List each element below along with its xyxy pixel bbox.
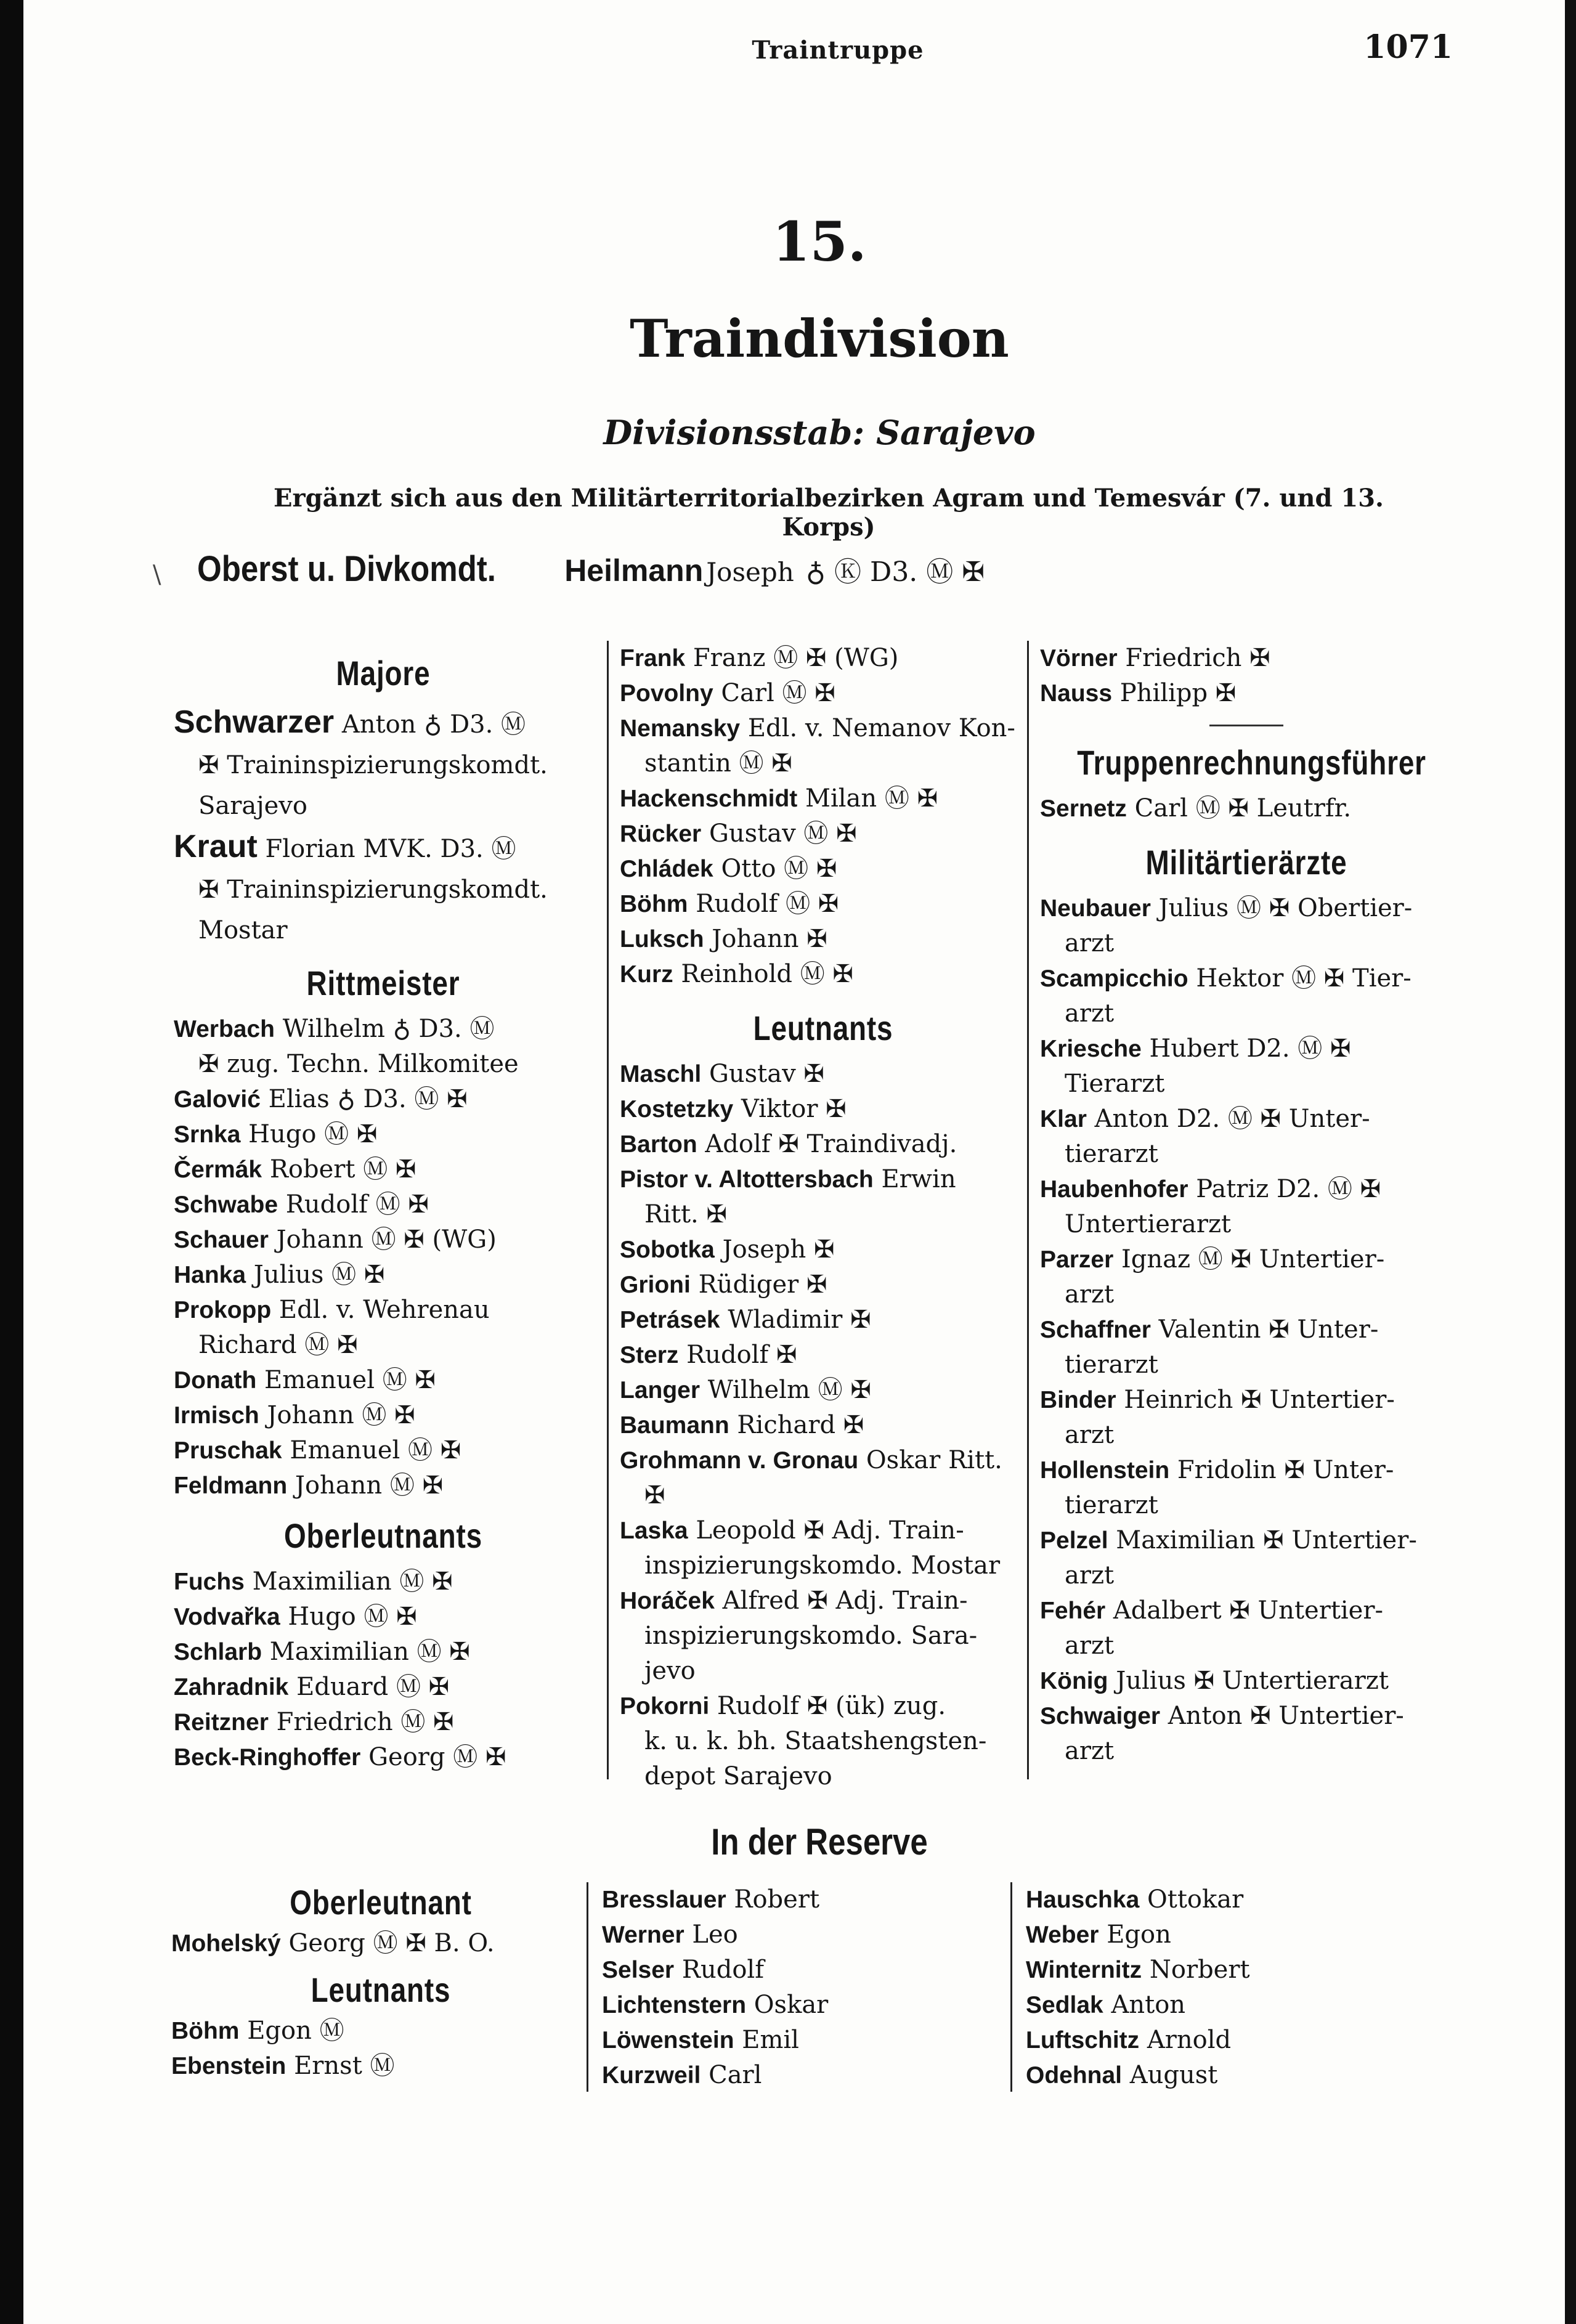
- list-entry: [171, 1926, 590, 1961]
- page-title: Traindivision: [630, 308, 1009, 369]
- entry-details: Rudolf Ⓜ ✠: [696, 890, 839, 918]
- list-entry: [174, 1363, 593, 1398]
- list-entry: [602, 1917, 1002, 1952]
- entry-surname: Baumann: [620, 1412, 729, 1439]
- entry-surname: Scampicchio: [1040, 965, 1188, 992]
- list-entry: [620, 1302, 1026, 1338]
- entry-details: Florian MVK. D3. Ⓜ: [265, 835, 516, 863]
- list-entry: [620, 711, 1026, 781]
- entry-details: Heinrich ✠ Untertier-: [1124, 1386, 1395, 1414]
- entry-details: Rudolf ✠ (ük) zug.: [717, 1692, 946, 1720]
- list-entry: [620, 1092, 1026, 1127]
- entry-surname: Luksch: [620, 926, 704, 953]
- entry-details: Egon: [1107, 1920, 1171, 1949]
- entry-details: Ottokar: [1147, 1885, 1244, 1914]
- entry-surname: Klar: [1040, 1106, 1087, 1132]
- entry-surname: Prokopp: [174, 1297, 272, 1323]
- entry-details: Rüdiger ✠: [698, 1270, 827, 1299]
- entry-surname: Mohelský: [171, 1930, 281, 1957]
- entry-continuation: ✠ Traininspizierungskomdt.: [198, 751, 548, 779]
- entry-continuation: ✠ Traininspizierungskomdt.: [198, 876, 548, 904]
- entry-surname: Zahradnik: [174, 1674, 289, 1700]
- list-entry: [1040, 1453, 1453, 1523]
- entry-surname: Pistor v. Altottersbach: [620, 1166, 874, 1193]
- list-entry: [174, 1398, 593, 1433]
- section-heading-truppenrechnungsfuehrer: Truppenrechnungsführer: [1077, 743, 1426, 782]
- chapter-number: 15.: [772, 209, 867, 274]
- entry-surname: Fuchs: [174, 1569, 245, 1595]
- entry-details: Leo: [692, 1920, 738, 1949]
- list-entry: [174, 1222, 593, 1257]
- entry-details: Viktor ✠: [741, 1095, 847, 1123]
- list-entry: [620, 1583, 1026, 1689]
- entry-details: Norbert: [1149, 1956, 1250, 1984]
- section-heading-rittmeister: Rittmeister: [306, 964, 460, 1002]
- entry-surname: Vodvařka: [174, 1604, 280, 1630]
- entry-details: Valentin ✠ Unter-: [1158, 1315, 1379, 1344]
- entry-surname: Čermák: [174, 1156, 262, 1183]
- list-leutnants-continued: [1040, 641, 1453, 711]
- entry-continuation: jevo: [644, 1657, 696, 1685]
- list-reserve-oberleutnant: [171, 1926, 590, 1961]
- list-entry: [174, 1670, 593, 1705]
- entry-surname: Rücker: [620, 821, 702, 847]
- section-heading-reserve-oberleutnant: Oberleutnant: [290, 1883, 472, 1922]
- division-commander: [197, 548, 985, 590]
- entry-surname: Werbach: [174, 1016, 275, 1042]
- entry-surname: Horáček: [620, 1588, 715, 1614]
- list-entry: [174, 1599, 593, 1635]
- list-entry: [602, 2058, 1002, 2093]
- entry-surname: Grohmann v. Gronau: [620, 1447, 859, 1474]
- section-heading-reserve-leutnants: Leutnants: [311, 1970, 451, 2009]
- entry-continuation: depot Sarajevo: [644, 1762, 832, 1790]
- entry-continuation: arzt: [1065, 1421, 1115, 1449]
- list-entry: [1040, 961, 1453, 1031]
- page-number: 1071: [1363, 28, 1453, 66]
- list-entry: [1040, 891, 1453, 961]
- entry-details: Elias ♁ D3. Ⓜ ✠: [268, 1085, 468, 1113]
- entry-continuation: Sarajevo: [198, 792, 307, 820]
- entry-surname: Schauer: [174, 1227, 269, 1253]
- entry-details: Julius Ⓜ ✠ Obertier-: [1158, 894, 1413, 922]
- entry-details: August: [1129, 2061, 1218, 2089]
- list-entry: [174, 826, 593, 951]
- entry-details: Otto Ⓜ ✠: [721, 855, 837, 883]
- entry-surname: Selser: [602, 1957, 675, 1983]
- list-reserve-2: [602, 1882, 1002, 2093]
- entry-details: Maximilian ✠ Untertier-: [1116, 1526, 1417, 1554]
- list-entry: [602, 2023, 1002, 2058]
- entry-details: Eduard Ⓜ ✠: [296, 1673, 450, 1701]
- entry-surname: Pelzel: [1040, 1527, 1108, 1554]
- entry-details: Joseph ✠: [722, 1235, 835, 1264]
- entry-details: Oskar Ritt.: [866, 1446, 1002, 1474]
- commander-rank: Oberst u. Divkomdt.: [197, 549, 496, 589]
- list-entry: [174, 1635, 593, 1670]
- list-majore: [174, 702, 593, 951]
- entry-continuation: stantin Ⓜ ✠: [644, 749, 792, 778]
- reserve-column-3: [1010, 1882, 1432, 2092]
- entry-surname: Frank: [620, 645, 686, 672]
- list-entry: [620, 1513, 1026, 1583]
- list-militaertieraerzte: [1040, 891, 1453, 1769]
- entry-surname: Böhm: [171, 2018, 240, 2044]
- list-entry: [171, 2049, 590, 2084]
- list-entry: [174, 1012, 593, 1082]
- entry-surname: Pruschak: [174, 1437, 282, 1464]
- list-entry: [620, 1373, 1026, 1408]
- list-reserve-3: [1026, 1882, 1432, 2093]
- list-entry: [1026, 1988, 1432, 2023]
- section-heading-reserve: In der Reserve: [711, 1821, 928, 1863]
- entry-surname: Donath: [174, 1367, 257, 1394]
- divider: [1209, 725, 1283, 726]
- list-entry: [1026, 1952, 1432, 1988]
- entry-surname: Srnka: [174, 1121, 241, 1148]
- column-2: [607, 641, 1026, 1790]
- running-header: Traintruppe: [752, 36, 924, 65]
- entry-details: Robert Ⓜ ✠: [269, 1155, 416, 1184]
- column-3: [1027, 641, 1453, 1779]
- reserve-column-2: [587, 1882, 1002, 2092]
- list-entry: [620, 1057, 1026, 1092]
- list-entry: [1040, 641, 1453, 676]
- entry-surname: Reitzner: [174, 1709, 269, 1736]
- list-entry: [174, 1468, 593, 1503]
- entry-details: Rudolf: [681, 1956, 764, 1984]
- entry-continuation: inspizierungskomdo. Mostar: [644, 1551, 1001, 1580]
- entry-continuation: k. u. k. bh. Staatshengsten-: [644, 1727, 987, 1755]
- entry-surname: Maschl: [620, 1061, 702, 1087]
- entry-surname: Schaffner: [1040, 1317, 1151, 1343]
- list-reserve-leutnants: [171, 2013, 590, 2084]
- entry-details: Erwin: [881, 1165, 956, 1193]
- commander-decorations: ♁ Ⓚ D3. Ⓜ ✠: [805, 556, 985, 588]
- entry-details: Rudolf ✠: [686, 1341, 797, 1369]
- list-entry: [174, 1705, 593, 1740]
- list-entry: [174, 1564, 593, 1599]
- entry-details: Oskar: [753, 1991, 829, 2019]
- entry-details: Arnold: [1147, 2026, 1232, 2054]
- entry-surname: Beck-Ringhoffer: [174, 1744, 361, 1771]
- entry-details: Anton ♁ D3. Ⓜ: [341, 710, 526, 739]
- list-entry: [620, 1338, 1026, 1373]
- list-entry: [620, 1232, 1026, 1267]
- entry-surname: Petrásek: [620, 1307, 720, 1333]
- list-entry: [1026, 2023, 1432, 2058]
- entry-details: Ernst Ⓜ: [294, 2052, 395, 2080]
- list-entry: [620, 1267, 1026, 1302]
- list-rittmeister: [174, 1012, 593, 1503]
- entry-surname: Grioni: [620, 1272, 691, 1298]
- entry-surname: Kraut: [174, 829, 258, 864]
- list-entry: [620, 851, 1026, 887]
- entry-surname: Löwenstein: [602, 2027, 734, 2054]
- entry-surname: Sterz: [620, 1342, 679, 1368]
- entry-details: Adalbert ✠ Untertier-: [1113, 1596, 1383, 1625]
- entry-surname: Winternitz: [1026, 1957, 1142, 1983]
- list-entry: [174, 1433, 593, 1468]
- entry-surname: Weber: [1026, 1922, 1099, 1948]
- entry-surname: Nemansky: [620, 715, 741, 742]
- entry-surname: Parzer: [1040, 1246, 1114, 1273]
- entry-details: Emanuel Ⓜ ✠: [264, 1366, 436, 1394]
- section-heading-majore: Majore: [336, 654, 431, 693]
- entry-surname: Sernetz: [1040, 795, 1127, 822]
- entry-surname: Hackenschmidt: [620, 786, 798, 812]
- entry-surname: Nauss: [1040, 680, 1113, 707]
- list-oberleutnants: [174, 1564, 593, 1775]
- list-entry: [1040, 1031, 1453, 1102]
- list-entry: [174, 1152, 593, 1187]
- entry-details: Philipp ✠: [1119, 679, 1237, 707]
- list-entry: [620, 1162, 1026, 1232]
- entry-details: Wilhelm Ⓜ ✠: [707, 1376, 871, 1404]
- entry-surname: Fehér: [1040, 1598, 1106, 1624]
- entry-details: Georg Ⓜ ✠: [368, 1743, 506, 1771]
- commander-surname: Heilmann: [564, 553, 704, 588]
- scan-border-right: [1565, 0, 1576, 2324]
- list-entry: [602, 1952, 1002, 1988]
- entry-details: Anton D2. Ⓜ ✠ Unter-: [1094, 1105, 1370, 1133]
- entry-continuation: ✠: [644, 1481, 665, 1509]
- entry-surname: Schwaiger: [1040, 1703, 1161, 1729]
- entry-continuation: Richard Ⓜ ✠: [198, 1331, 358, 1359]
- entry-details: Gustav ✠: [709, 1060, 824, 1088]
- list-oberleutnants-continued: [620, 641, 1026, 992]
- entry-details: Leopold ✠ Adj. Train-: [696, 1516, 964, 1545]
- entry-continuation: arzt: [1065, 929, 1115, 957]
- entry-surname: Barton: [620, 1131, 697, 1158]
- list-entry: [174, 1117, 593, 1152]
- margin-mark: \: [153, 561, 161, 589]
- entry-surname: Kurzweil: [602, 2062, 701, 2089]
- list-entry: [1040, 1383, 1453, 1453]
- entry-continuation: tierarzt: [1065, 1491, 1158, 1519]
- entry-details: Maximilian Ⓜ ✠: [252, 1567, 453, 1596]
- entry-details: Fridolin ✠ Unter-: [1177, 1456, 1394, 1484]
- supplement-note: Ergänzt sich aus den Militärterritorialbezirken Agram und Temesvár (7. und 13. Korps): [274, 484, 1384, 542]
- list-entry: [174, 1740, 593, 1775]
- entry-details: Carl Ⓜ ✠: [721, 679, 835, 707]
- list-entry: [620, 1408, 1026, 1443]
- entry-surname: Galović: [174, 1086, 261, 1113]
- column-1: [174, 641, 593, 1775]
- entry-surname: Pokorni: [620, 1693, 710, 1720]
- list-entry: [174, 1082, 593, 1117]
- entry-details: Anton ✠ Untertier-: [1168, 1702, 1404, 1730]
- entry-surname: Böhm: [620, 891, 688, 917]
- entry-details: Franz Ⓜ ✠ (WG): [693, 644, 899, 672]
- list-entry: [620, 816, 1026, 851]
- entry-details: Emanuel Ⓜ ✠: [290, 1436, 461, 1465]
- list-entry: [620, 957, 1026, 992]
- entry-surname: Hauschka: [1026, 1887, 1140, 1913]
- list-entry: [171, 2013, 590, 2049]
- entry-surname: Ebenstein: [171, 2053, 286, 2079]
- entry-surname: Bresslauer: [602, 1887, 726, 1913]
- list-entry: [620, 781, 1026, 816]
- section-heading-leutnants: Leutnants: [753, 1009, 893, 1047]
- entry-details: Egon Ⓜ: [247, 2017, 344, 2045]
- list-entry: [602, 1988, 1002, 2023]
- entry-details: Johann Ⓜ ✠ (WG): [276, 1225, 497, 1254]
- entry-continuation: Tierarzt: [1065, 1070, 1165, 1098]
- list-leutnants: [620, 1057, 1026, 1794]
- entry-surname: Odehnal: [1026, 2062, 1123, 2089]
- entry-continuation: arzt: [1065, 999, 1115, 1028]
- entry-surname: Vörner: [1040, 645, 1118, 672]
- entry-continuation: arzt: [1065, 1737, 1115, 1765]
- entry-details: Johann ✠: [712, 925, 827, 953]
- entry-surname: Schlarb: [174, 1639, 262, 1665]
- list-truppenrechnungsfuehrer: [1040, 791, 1453, 826]
- commander-given-name: Joseph: [706, 557, 794, 587]
- entry-continuation: tierarzt: [1065, 1140, 1158, 1168]
- entry-details: Maximilian Ⓜ ✠: [269, 1638, 470, 1666]
- entry-surname: Kurz: [620, 961, 673, 988]
- entry-details: Rudolf Ⓜ ✠: [285, 1190, 429, 1219]
- entry-details: Emil: [742, 2026, 799, 2054]
- reserve-column-1: [171, 1882, 590, 2084]
- list-entry: [1040, 791, 1453, 826]
- entry-continuation: tierarzt: [1065, 1351, 1158, 1379]
- list-entry: [1040, 1172, 1453, 1242]
- list-entry: [1040, 1102, 1453, 1172]
- entry-surname: Schwabe: [174, 1192, 278, 1218]
- entry-surname: Feldmann: [174, 1473, 288, 1499]
- entry-details: Wladimir ✠: [728, 1306, 871, 1334]
- entry-details: Anton: [1111, 1991, 1186, 2019]
- entry-details: Friedrich Ⓜ ✠: [276, 1708, 454, 1736]
- entry-details: Edl. v. Nemanov Kon-: [747, 714, 1015, 742]
- list-entry: [1040, 1593, 1453, 1664]
- entry-details: Julius ✠ Untertierarzt: [1116, 1667, 1389, 1695]
- entry-details: Hugo Ⓜ ✠: [288, 1603, 417, 1631]
- entry-details: Julius Ⓜ ✠: [253, 1261, 385, 1289]
- entry-details: Carl Ⓜ ✠ Leutrfr.: [1134, 794, 1352, 823]
- entry-details: Alfred ✠ Adj. Train-: [722, 1587, 968, 1615]
- entry-surname: Lichtenstern: [602, 1992, 747, 2018]
- entry-details: Edl. v. Wehrenau: [278, 1296, 490, 1324]
- section-heading-oberleutnants: Oberleutnants: [284, 1516, 482, 1555]
- list-entry: [1040, 1312, 1453, 1383]
- entry-surname: Hollenstein: [1040, 1457, 1170, 1484]
- entry-details: Reinhold Ⓜ ✠: [681, 960, 853, 988]
- entry-continuation: ✠ zug. Techn. Milkomitee: [198, 1050, 519, 1078]
- scan-border-left: [0, 0, 23, 2324]
- entry-surname: Sobotka: [620, 1237, 715, 1263]
- entry-surname: Hanka: [174, 1262, 246, 1288]
- entry-surname: König: [1040, 1668, 1108, 1694]
- entry-continuation: Ritt. ✠: [644, 1200, 728, 1229]
- list-entry: [1026, 1917, 1432, 1952]
- entry-surname: Binder: [1040, 1387, 1116, 1413]
- entry-details: Patriz D2. Ⓜ ✠: [1196, 1175, 1381, 1203]
- list-entry: [620, 1127, 1026, 1162]
- entry-details: Georg Ⓜ ✠ B. O.: [288, 1929, 495, 1957]
- entry-continuation: arzt: [1065, 1561, 1115, 1590]
- list-entry: [174, 1187, 593, 1222]
- entry-details: Ignaz Ⓜ ✠ Untertier-: [1121, 1245, 1385, 1274]
- entry-surname: Neubauer: [1040, 895, 1151, 922]
- list-entry: [620, 887, 1026, 922]
- list-entry: [620, 1689, 1026, 1794]
- entry-surname: Langer: [620, 1377, 701, 1404]
- entry-surname: Haubenhofer: [1040, 1176, 1188, 1203]
- entry-details: Milan Ⓜ ✠: [805, 784, 938, 813]
- entry-surname: Schwarzer: [174, 704, 335, 740]
- entry-details: Adolf ✠ Traindivadj.: [705, 1130, 957, 1158]
- entry-continuation: arzt: [1065, 1280, 1115, 1309]
- list-entry: [1040, 1523, 1453, 1593]
- entry-surname: Povolny: [620, 680, 713, 707]
- list-entry: [1026, 2058, 1432, 2093]
- list-entry: [1026, 1882, 1432, 1917]
- list-entry: [174, 702, 593, 826]
- entry-details: Friedrich ✠: [1125, 644, 1270, 672]
- entry-details: Hubert D2. Ⓜ ✠: [1149, 1034, 1351, 1063]
- entry-continuation: Untertierarzt: [1065, 1210, 1232, 1238]
- entry-details: Johann Ⓜ ✠: [294, 1471, 444, 1500]
- entry-surname: Werner: [602, 1922, 684, 1948]
- entry-continuation: inspizierungskomdo. Sara-: [644, 1622, 978, 1650]
- list-entry: [620, 676, 1026, 711]
- entry-surname: Laska: [620, 1518, 688, 1544]
- list-entry: [602, 1882, 1002, 1917]
- entry-details: Robert: [734, 1885, 820, 1914]
- section-heading-militaertieraerzte: Militärtierärzte: [1145, 843, 1347, 882]
- entry-details: Hektor Ⓜ ✠ Tier-: [1196, 964, 1411, 993]
- entry-details: Richard ✠: [737, 1411, 864, 1439]
- list-entry: [1040, 1699, 1453, 1769]
- entry-surname: Kriesche: [1040, 1036, 1142, 1062]
- list-entry: [620, 922, 1026, 957]
- list-entry: [620, 1443, 1026, 1513]
- list-entry: [174, 1293, 593, 1363]
- entry-surname: Luftschitz: [1026, 2027, 1140, 2054]
- list-entry: [1040, 676, 1453, 711]
- staff-location: Divisionsstab: Sarajevo: [603, 413, 1036, 452]
- entry-details: Carl: [709, 2061, 762, 2089]
- entry-surname: Irmisch: [174, 1402, 259, 1429]
- entry-details: Gustav Ⓜ ✠: [709, 819, 857, 848]
- entry-details: Wilhelm ♁ D3. Ⓜ: [282, 1015, 495, 1043]
- list-entry: [1040, 1242, 1453, 1312]
- entry-surname: Chládek: [620, 856, 713, 882]
- entry-surname: Kostetzky: [620, 1096, 734, 1123]
- list-entry: [1040, 1664, 1453, 1699]
- list-entry: [620, 641, 1026, 676]
- entry-details: Johann Ⓜ ✠: [267, 1401, 415, 1429]
- list-entry: [174, 1257, 593, 1293]
- entry-continuation: arzt: [1065, 1631, 1115, 1660]
- entry-continuation: Mostar: [198, 916, 288, 945]
- entry-details: Hugo Ⓜ ✠: [248, 1120, 378, 1148]
- entry-surname: Sedlak: [1026, 1992, 1103, 2018]
